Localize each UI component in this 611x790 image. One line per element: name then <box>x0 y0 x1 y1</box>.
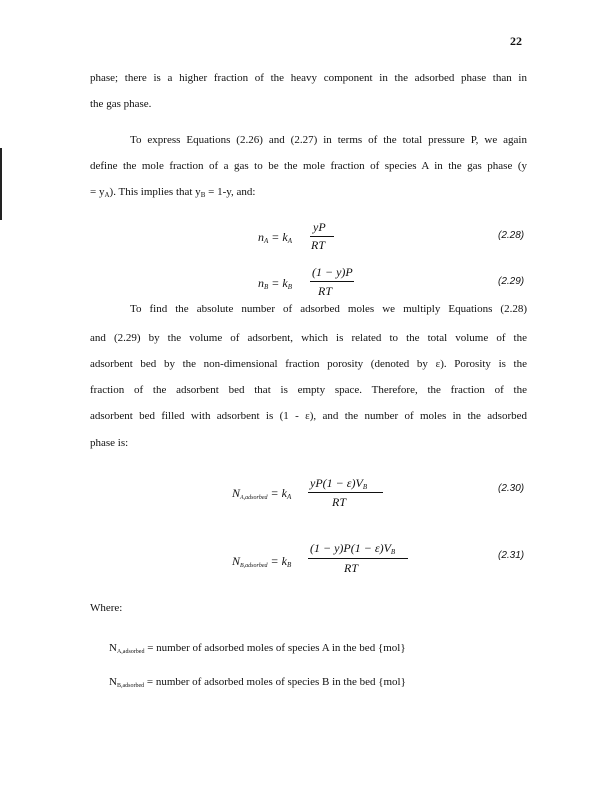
eq-2-30-fraction-bar <box>308 492 383 493</box>
eq-2-28-denominator: RT <box>311 238 326 252</box>
eq-2-28-numerator: yP <box>313 220 326 234</box>
eq-2-31-numerator: $(1 - y)P(1 - \varepsilon)V_B$ <box>310 541 396 556</box>
paragraph-2-line-3: = $y_A$). This implies that $y_B = 1-y$, and: <box>90 186 256 199</box>
eq-2-29-fraction-bar <box>310 281 354 282</box>
equation-number-2-29: (2.29) <box>498 276 525 287</box>
paragraph-3-line-5: adsorbent bed filled with adsorbent is (1 - ε), and the number of moles in the adsorbed <box>90 410 527 422</box>
eq-2-29-numerator: (1 − y)P <box>312 265 353 279</box>
equation-number-2-31: (2.31) <box>498 550 525 561</box>
paragraph-3-line-4: fraction of the adsorbent bed that is empty space. Therefore, the fraction of the <box>90 384 527 396</box>
where-label: Where: <box>90 602 123 614</box>
eq-2-30-denominator: RT <box>332 495 347 509</box>
paragraph-2-line-2: define the mole fraction of a gas to be the mole fraction of species A in the gas phase (y <box>90 160 527 172</box>
paragraph-3-line-6: phase is: <box>90 437 129 449</box>
paragraph-3-line-3: adsorbent bed by the non-dimensional fraction porosity (denoted by ε). Porosity is the <box>90 358 527 370</box>
definition-n-a-adsorbed: NA,adsorbed = number of adsorbed moles of species A in the bed {mol} <box>109 642 406 655</box>
paragraph-3-line-1: To find the absolute number of adsorbed moles we multiply Equations (2.28) <box>130 303 527 315</box>
eq-2-31-denominator: RT <box>344 561 359 575</box>
equation-number-2-30: (2.30) <box>498 483 525 494</box>
paragraph-2-line-1: To express Equations (2.26) and (2.27) in terms of the total pressure P, we again <box>130 134 527 146</box>
eq-2-29-denominator: RT <box>318 284 333 298</box>
eq-2-30-numerator: $yP(1 - \varepsilon)V_B$ <box>310 476 368 491</box>
paragraph-1-line-2: the gas phase. <box>90 98 152 110</box>
eq-2-28-fraction-bar <box>310 236 334 237</box>
page-number: 22 <box>510 34 522 48</box>
definition-n-b-adsorbed: NB,adsorbed = number of adsorbed moles of species B in the bed {mol} <box>109 676 406 689</box>
scan-edge-mark <box>0 148 2 220</box>
equation-number-2-28: (2.28) <box>498 230 525 241</box>
paragraph-1-line-1: phase; there is a higher fraction of the heavy component in the adsorbed phase than in <box>90 72 527 84</box>
paragraph-3-line-2: and (2.29) by the volume of adsorbent, which is related to the total volume of the <box>90 332 527 344</box>
eq-2-31-fraction-bar <box>308 558 408 559</box>
document-page: 22 phase; there is a higher fraction of the heavy component in the adsorbed phase than in the gas phase. To express Equations (2.26) and (2.27) in terms of the total pressure P, we again define the mole fraction of a gas to be the mole fraction of species A in the gas phase (y = $y_A$). This implies that $y_B = 1-y$, and: $n_A = k_A$ yP RT (2.28) $n_B = k_B$ (1 − y)P RT (2.29) To find the absolute number of adsorbed moles we multiply Equations (2.28) and (2.29) by the volume of adsorbent, which is related to the total volume of the adsorbent bed by the non-dimensional fraction porosity (denoted by ε). Porosity is the fraction of the adsorbent bed that is empty space. Therefore, the fraction of the adsorbent bed filled with adsorbent is (1 - ε), and the number of moles in the adsorbed phase is: NA,adsorbed = $k_A$ $yP(1 - \varepsilon)V_B$ RT (2.30) NB,adsorbed = $k_B$ $(1 - y)P(1 - \varepsilon)V_B$ RT (2.31) Where: NA,adsorbed = number of adsorbed moles of species A in the bed {mol} NB,adsorbed = number of adsorbed moles of species B in the bed {mol} <box>0 0 611 790</box>
